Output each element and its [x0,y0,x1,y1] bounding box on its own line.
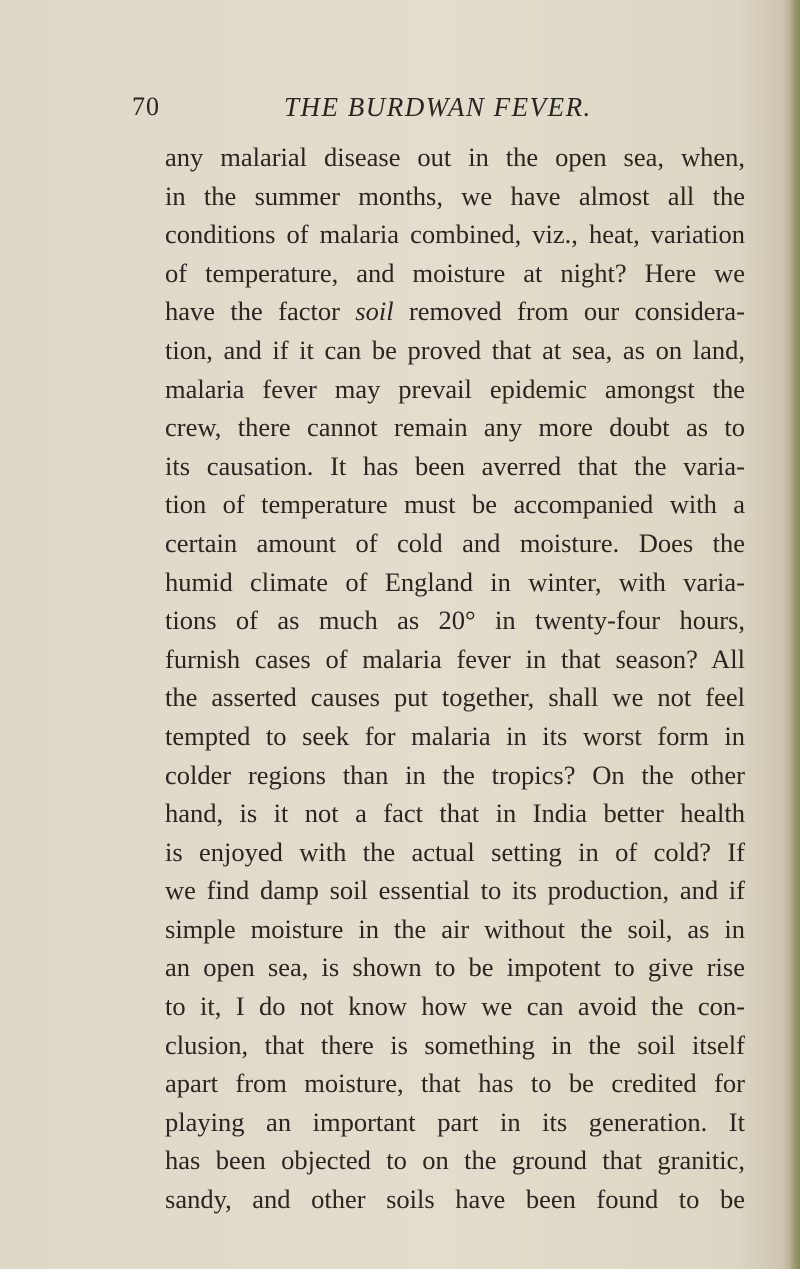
text-line: an open sea, is shown to be impotent to give rise [165,952,745,983]
text-line: is enjoyed with the actual setting in of cold? If [165,836,745,867]
text-line: apart from moisture, that has to be credited for [165,1068,745,1099]
text-line: certain amount of cold and moisture. Does the [165,527,745,558]
page-number: 70 [132,92,160,121]
text-line [165,292,745,331]
text-line: to it, I do not know how we can avoid the con- [165,991,745,1022]
text-line-part: have the factor [165,296,356,327]
text-line: tion, and if it can be proved that at sea, as on land, [165,334,745,365]
text-line: we find damp soil essential to its production, and if [165,875,745,906]
text-line: has been objected to on the ground that granitic, [165,1145,745,1176]
page-edge [782,0,800,1269]
text-line: tion of temperature must be accompanied with a [165,489,745,520]
text-line: of temperature, and moisture at night? Here we [165,257,745,288]
text-line: its causation. It has been averred that the varia- [165,450,745,481]
text-line: tions of as much as 20° in twenty-four hours, [165,605,745,636]
text-line: the asserted causes put together, shall we not feel [165,682,745,713]
text-line-part: removed from our considera- [393,296,745,327]
text-line: playing an important part in its generation. It [165,1106,745,1137]
text-line: colder regions than in the tropics? On the other [165,759,745,790]
text-line: conditions of malaria combined, viz., heat, variation [165,219,745,250]
running-head [132,92,732,132]
text-line: furnish cases of malaria fever in that season? All [165,643,745,674]
text-line: clusion, that there is something in the soil itself [165,1029,745,1060]
text-line: sandy, and other soils have been found to be [165,1184,745,1215]
text-line: simple moisture in the air without the soil, as in [165,913,745,944]
text-line: hand, is it not a fact that in India better health [165,798,745,829]
text-line: any malarial disease out in the open sea, when, [165,142,745,172]
running-title: THE BURDWAN FEVER. [284,92,592,122]
body-text [165,138,745,1219]
text-line: crew, there cannot remain any more doubt as to [165,412,745,443]
text-line: in the summer months, we have almost all the [165,180,745,211]
text-line: humid climate of England in winter, with varia- [165,566,745,597]
text-line: malaria fever may prevail epidemic amongst the [165,373,745,404]
text-line: tempted to seek for malaria in its worst form in [165,720,745,751]
emphasis-soil: soil [355,296,394,327]
